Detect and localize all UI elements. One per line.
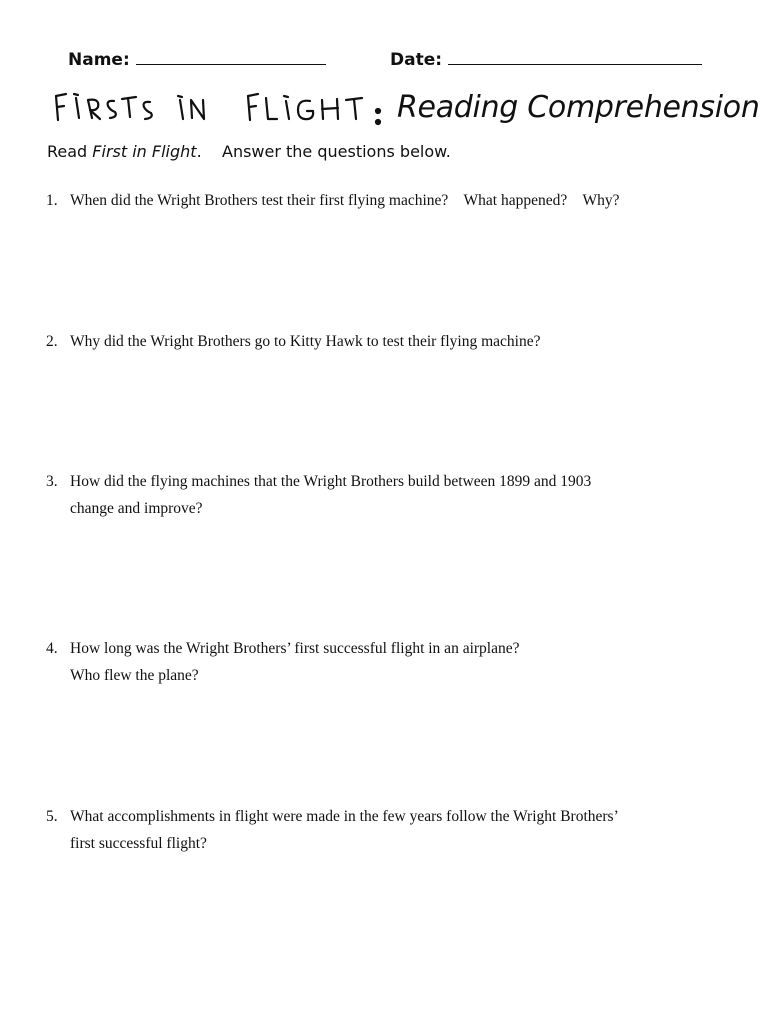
question-text-line2: first successful flight? [70, 835, 207, 852]
question-number: 2. [46, 333, 58, 350]
date-field-row [390, 50, 702, 70]
question-number: 4. [46, 640, 58, 657]
title-subtitle: Reading Comprehension [397, 90, 760, 125]
book-title: First in Flight [92, 142, 197, 161]
question-text: What accomplishments in flight were made in the few years follow the Wright Brothers’ [70, 808, 619, 825]
question-2 [46, 328, 736, 355]
question-5 [46, 803, 736, 857]
date-label: Date: [390, 50, 443, 70]
question-number: 1. [46, 192, 58, 209]
name-label: Name: [68, 50, 130, 70]
question-text: Why did the Wright Brothers go to Kitty Hawk to test their flying machine? [70, 333, 541, 350]
instructions: Read First in Flight. Answer the questions below. [47, 142, 451, 161]
question-text: When did the Wright Brothers test their first flying machine? What happened? Why? [70, 192, 620, 209]
question-text: How did the flying machines that the Wright Brothers build between 1899 and 1903 [70, 473, 592, 490]
name-blank-line[interactable] [136, 50, 326, 65]
date-blank-line[interactable] [448, 50, 702, 65]
question-number: 3. [46, 473, 58, 490]
question-number: 5. [46, 808, 58, 825]
instructions-read: Read [47, 142, 88, 161]
question-1 [46, 187, 736, 214]
instructions-rest: Answer the questions below. [222, 142, 451, 161]
question-3 [46, 468, 736, 522]
question-text-line2: change and improve? [70, 500, 203, 517]
question-text: How long was the Wright Brothers’ first successful flight in an airplane? [70, 640, 520, 657]
name-field-row [68, 50, 326, 70]
question-text-line2: Who flew the plane? [70, 667, 199, 684]
question-4 [46, 635, 736, 689]
